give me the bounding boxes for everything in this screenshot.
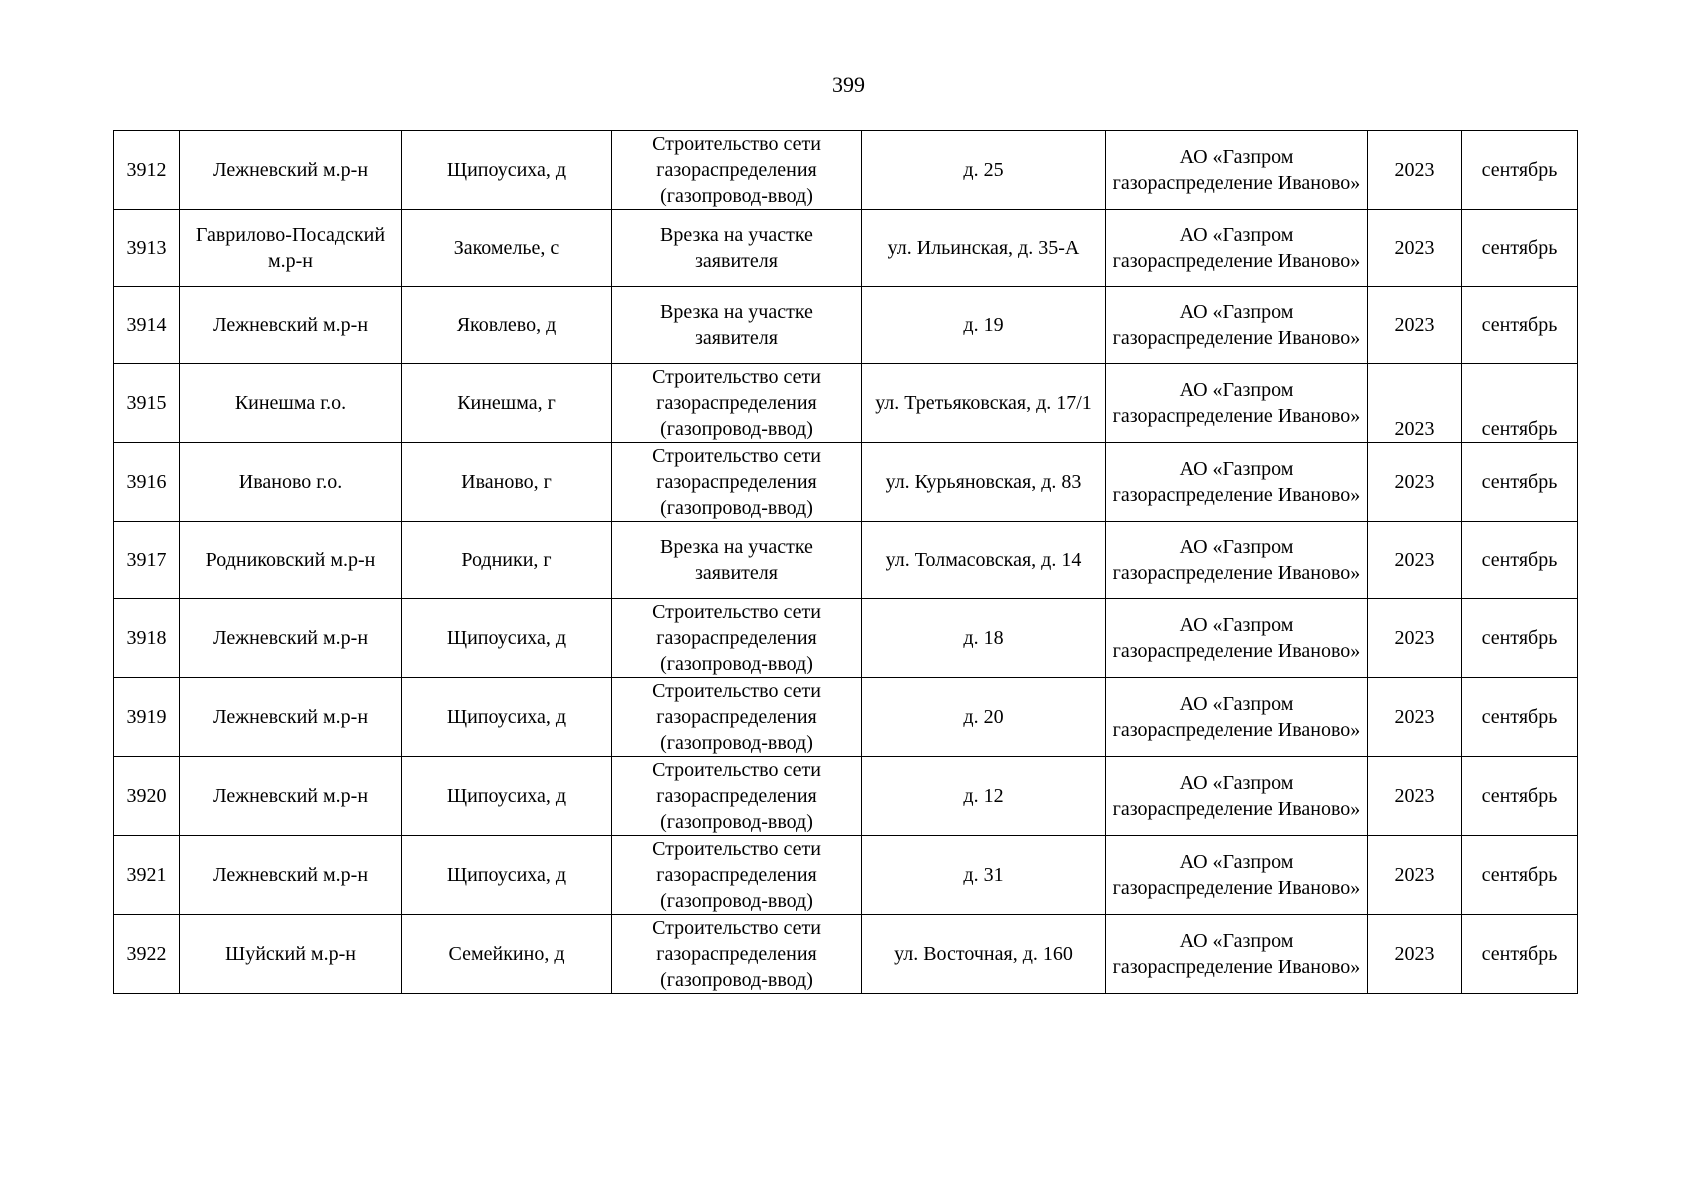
table-row bbox=[114, 131, 1578, 210]
row-number-cell: 3919 bbox=[114, 678, 180, 757]
month-cell: сентябрь bbox=[1462, 678, 1578, 757]
work-type-cell: Строительство сети газораспределения (газопровод-ввод) bbox=[612, 443, 862, 522]
month-cell: сентябрь bbox=[1462, 443, 1578, 522]
year-cell: 2023 bbox=[1368, 599, 1462, 678]
work-type-cell: Строительство сети газораспределения (газопровод-ввод) bbox=[612, 599, 862, 678]
district-cell: Иваново г.о. bbox=[180, 443, 402, 522]
month-cell: сентябрь bbox=[1462, 287, 1578, 364]
organization-cell: АО «Газпром газораспределение Иваново» bbox=[1106, 364, 1368, 443]
month-cell: сентябрь bbox=[1462, 599, 1578, 678]
organization-cell: АО «Газпром газораспределение Иваново» bbox=[1106, 599, 1368, 678]
row-number-cell: 3913 bbox=[114, 210, 180, 287]
table-row bbox=[114, 364, 1578, 443]
settlement-cell: Иваново, г bbox=[402, 443, 612, 522]
month-cell: сентябрь bbox=[1462, 522, 1578, 599]
settlement-cell: Щипоусиха, д bbox=[402, 131, 612, 210]
year-cell: 2023 bbox=[1368, 364, 1462, 443]
address-cell: д. 25 bbox=[862, 131, 1106, 210]
work-type-cell: Строительство сети газораспределения (газопровод-ввод) bbox=[612, 364, 862, 443]
work-type-cell: Строительство сети газораспределения (газопровод-ввод) bbox=[612, 836, 862, 915]
work-type-cell: Строительство сети газораспределения (газопровод-ввод) bbox=[612, 131, 862, 210]
row-number-cell: 3915 bbox=[114, 364, 180, 443]
table-row bbox=[114, 915, 1578, 994]
work-type-cell: Врезка на участке заявителя bbox=[612, 287, 862, 364]
year-cell: 2023 bbox=[1368, 210, 1462, 287]
table-row bbox=[114, 443, 1578, 522]
district-cell: Кинешма г.о. bbox=[180, 364, 402, 443]
year-cell: 2023 bbox=[1368, 287, 1462, 364]
table-row bbox=[114, 678, 1578, 757]
table-row bbox=[114, 836, 1578, 915]
district-cell: Лежневский м.р-н bbox=[180, 599, 402, 678]
address-cell: д. 31 bbox=[862, 836, 1106, 915]
row-number-cell: 3922 bbox=[114, 915, 180, 994]
month-cell: сентябрь bbox=[1462, 364, 1578, 443]
district-cell: Родниковский м.р-н bbox=[180, 522, 402, 599]
month-cell: сентябрь bbox=[1462, 131, 1578, 210]
table-row bbox=[114, 287, 1578, 364]
row-number-cell: 3920 bbox=[114, 757, 180, 836]
year-cell: 2023 bbox=[1368, 678, 1462, 757]
month-cell: сентябрь bbox=[1462, 836, 1578, 915]
address-cell: ул. Ильинская, д. 35-А bbox=[862, 210, 1106, 287]
row-number-cell: 3921 bbox=[114, 836, 180, 915]
address-cell: ул. Курьяновская, д. 83 bbox=[862, 443, 1106, 522]
work-type-cell: Строительство сети газораспределения (газопровод-ввод) bbox=[612, 915, 862, 994]
settlement-cell: Щипоусиха, д bbox=[402, 836, 612, 915]
month-cell: сентябрь bbox=[1462, 757, 1578, 836]
settlement-cell: Щипоусиха, д bbox=[402, 678, 612, 757]
district-cell: Лежневский м.р-н bbox=[180, 131, 402, 210]
address-cell: д. 19 bbox=[862, 287, 1106, 364]
settlement-cell: Закомелье, с bbox=[402, 210, 612, 287]
organization-cell: АО «Газпром газораспределение Иваново» bbox=[1106, 678, 1368, 757]
page-number: 399 bbox=[832, 72, 865, 97]
address-cell: д. 20 bbox=[862, 678, 1106, 757]
settlement-cell: Родники, г bbox=[402, 522, 612, 599]
organization-cell: АО «Газпром газораспределение Иваново» bbox=[1106, 836, 1368, 915]
data-table bbox=[113, 130, 1578, 994]
district-cell: Лежневский м.р-н bbox=[180, 757, 402, 836]
address-cell: ул. Восточная, д. 160 bbox=[862, 915, 1106, 994]
district-cell: Лежневский м.р-н bbox=[180, 836, 402, 915]
table-row bbox=[114, 210, 1578, 287]
organization-cell: АО «Газпром газораспределение Иваново» bbox=[1106, 757, 1368, 836]
work-type-cell: Врезка на участке заявителя bbox=[612, 210, 862, 287]
month-cell: сентябрь bbox=[1462, 915, 1578, 994]
settlement-cell: Семейкино, д bbox=[402, 915, 612, 994]
year-cell: 2023 bbox=[1368, 915, 1462, 994]
settlement-cell: Щипоусиха, д bbox=[402, 757, 612, 836]
table-row bbox=[114, 522, 1578, 599]
district-cell: Гаврилово-Посадский м.р-н bbox=[180, 210, 402, 287]
address-cell: ул. Толмасовская, д. 14 bbox=[862, 522, 1106, 599]
row-number-cell: 3917 bbox=[114, 522, 180, 599]
work-type-cell: Строительство сети газораспределения (газопровод-ввод) bbox=[612, 757, 862, 836]
organization-cell: АО «Газпром газораспределение Иваново» bbox=[1106, 915, 1368, 994]
address-cell: ул. Третьяковская, д. 17/1 bbox=[862, 364, 1106, 443]
organization-cell: АО «Газпром газораспределение Иваново» bbox=[1106, 443, 1368, 522]
row-number-cell: 3918 bbox=[114, 599, 180, 678]
organization-cell: АО «Газпром газораспределение Иваново» bbox=[1106, 210, 1368, 287]
settlement-cell: Кинешма, г bbox=[402, 364, 612, 443]
row-number-cell: 3916 bbox=[114, 443, 180, 522]
organization-cell: АО «Газпром газораспределение Иваново» bbox=[1106, 131, 1368, 210]
organization-cell: АО «Газпром газораспределение Иваново» bbox=[1106, 522, 1368, 599]
year-cell: 2023 bbox=[1368, 757, 1462, 836]
district-cell: Лежневский м.р-н bbox=[180, 287, 402, 364]
month-cell: сентябрь bbox=[1462, 210, 1578, 287]
address-cell: д. 12 bbox=[862, 757, 1106, 836]
work-type-cell: Врезка на участке заявителя bbox=[612, 522, 862, 599]
organization-cell: АО «Газпром газораспределение Иваново» bbox=[1106, 287, 1368, 364]
year-cell: 2023 bbox=[1368, 836, 1462, 915]
table-row bbox=[114, 757, 1578, 836]
address-cell: д. 18 bbox=[862, 599, 1106, 678]
year-cell: 2023 bbox=[1368, 443, 1462, 522]
row-number-cell: 3912 bbox=[114, 131, 180, 210]
work-type-cell: Строительство сети газораспределения (газопровод-ввод) bbox=[612, 678, 862, 757]
district-cell: Лежневский м.р-н bbox=[180, 678, 402, 757]
settlement-cell: Щипоусиха, д bbox=[402, 599, 612, 678]
year-cell: 2023 bbox=[1368, 522, 1462, 599]
year-cell: 2023 bbox=[1368, 131, 1462, 210]
settlement-cell: Яковлево, д bbox=[402, 287, 612, 364]
row-number-cell: 3914 bbox=[114, 287, 180, 364]
district-cell: Шуйский м.р-н bbox=[180, 915, 402, 994]
table-row bbox=[114, 599, 1578, 678]
